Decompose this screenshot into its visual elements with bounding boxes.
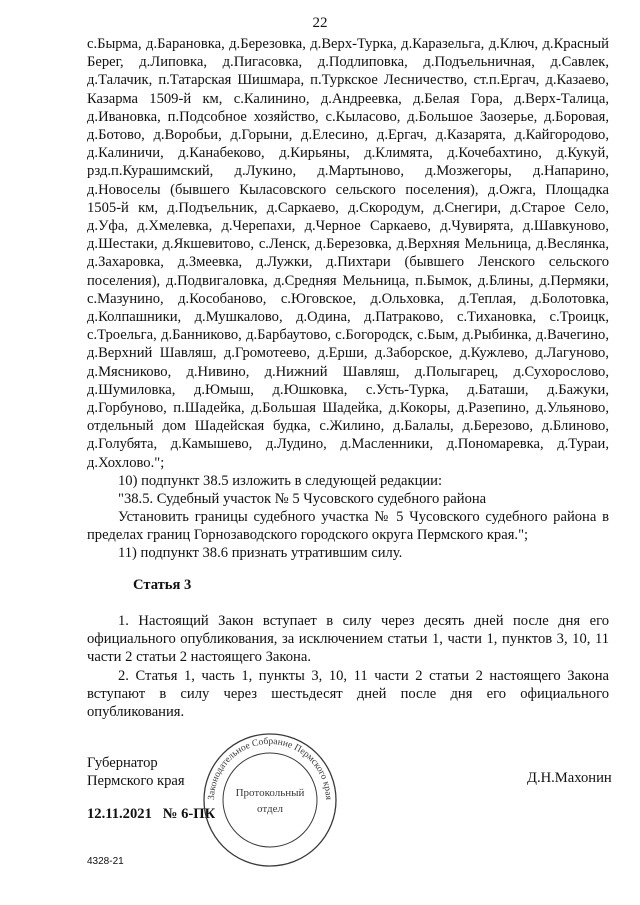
item-10: 10) подпункт 38.5 изложить в следующей редакции: [118, 473, 443, 489]
page-number: 22 [312, 15, 328, 31]
item-11: 11) подпункт 38.6 признать утратившим силу. [118, 545, 403, 561]
signer-name: Д.Н.Махонин [527, 770, 612, 786]
article-3-heading: Статья 3 [133, 577, 192, 593]
official-stamp [200, 730, 340, 870]
stamp-center-line2: отдел [257, 803, 283, 815]
document-code: 4328-21 [87, 856, 124, 867]
date-and-number: 12.11.2021 № 6-ПК [87, 806, 216, 822]
stamp-center-line1: Протокольный [235, 787, 305, 799]
signer-title-line1: Губернатор [87, 755, 158, 771]
item-10-text: Установить границы судебного участка № 5 Чусовского судебного района в пределах границ Горнозаводского городского округа Пермского края."; [87, 509, 609, 544]
signer-title-line2: Пермского края [87, 773, 185, 789]
article-3-paragraph-2: 2. Статья 1, часть 1, пункты 3, 10, 11 части 2 статьи 2 настоящего Закона вступают в силу через шестьдесят дней после дня его официального опубликования. [87, 668, 609, 721]
item-10-quote: "38.5. Судебный участок № 5 Чусовского судебного района [118, 491, 487, 507]
stamp-ring-text: Законодательное Собрание Пермского края [206, 736, 334, 801]
article-3-paragraph-1: 1. Настоящий Закон вступает в силу через десять дней после дня его официального опубликования, за исключением статьи 1, части 1, пунктов 3, 10, 11 части 2 статьи 2 настоящего Закона. [87, 613, 609, 666]
settlement-list-paragraph: с.Бырма, д.Барановка, д.Березовка, д.Верх-Турка, д.Каразельга, д.Ключ, д.Красный Берег, д.Липовка, д.Пигасовка, д.Подлиповка, д.Подъельничная, д.Савлек, д.Талачик, п.Татарская Шишмара, п.Туркское Лесничество, ст.п.Ергач, д.Казаево, Казарма 1509-й км, с.Калинино, д.Андреевка, д.Белая Гора, д.Верх-Талица, д.Ивановка, п.Подсобное хозяйство, с.Кыласово, д.Большое Заозерье, д.Боровая, д.Ботово, д.Воробьи, д.Горыни, д.Елесино, д.Ергач, д.Казарята, д.Кайгородово, д.Калиничи, д.Канабеково, д.Кирьяны, д.Климята, д.Кочебахтино, д.Кукуй, рзд.п.Курашимский, д.Лукино, д.Мартыново, д.Мозжегоры, д.Напарино, д.Новоселы (бывшего Кыласовского сельского поселения), д.Ожга, Площадка 1505-й км, д.Подъельник, д.Саркаево, д.Скородум, д.Снегири, д.Старое Село, д.Уфа, д.Хмелевка, д.Черепахи, д.Черное Саркаево, д.Чувирята, д.Шавкуново, д.Шестаки, д.Якшевитово, с.Ленск, д.Березовка, д.Верхняя Мельница, д.Веслянка, д.Захаровка, д.Змеевка, д.Лужки, д.Пихтари (бывшего Ленского сельского поселения), д.Подвигаловка, д.Средняя Мельница, п.Бымок, д.Блины, д.Пермяки, с.Мазунино, д.Кособаново, с.Юговское, д.Ольховка, д.Теплая, д.Болотовка, д.Колпашники, д.Мушкалово, д.Одина, д.Патраково, с.Тихановка, с.Троицк, с.Троельга, д.Банниково, д.Барбаутово, с.Богородск, с.Бым, д.Рыбинка, д.Вачегино, д.Верхний Шавляш, д.Громотеево, д.Ерши, д.Заборское, д.Кужлево, д.Лагуново, д.Мясниково, д.Нивино, д.Нижний Шавляш, д.Полыгарец, д.Сухорослово, д.Шумиловка, д.Юмыш, д.Юшковка, с.Усть-Турка, д.Баташи, д.Бажуки, д.Горбуново, п.Шадейка, д.Большая Шадейка, д.Кокоры, д.Разепино, д.Ульяново, отдельный дом Шадейская будка, с.Жилино, д.Балалы, д.Березово, д.Блиново, д.Голубята, д.Камышево, д.Лудино, д.Масленники, д.Пономаревка, д.Тураи, д.Хохлово."; [87, 36, 609, 471]
signer-title [87, 754, 185, 790]
